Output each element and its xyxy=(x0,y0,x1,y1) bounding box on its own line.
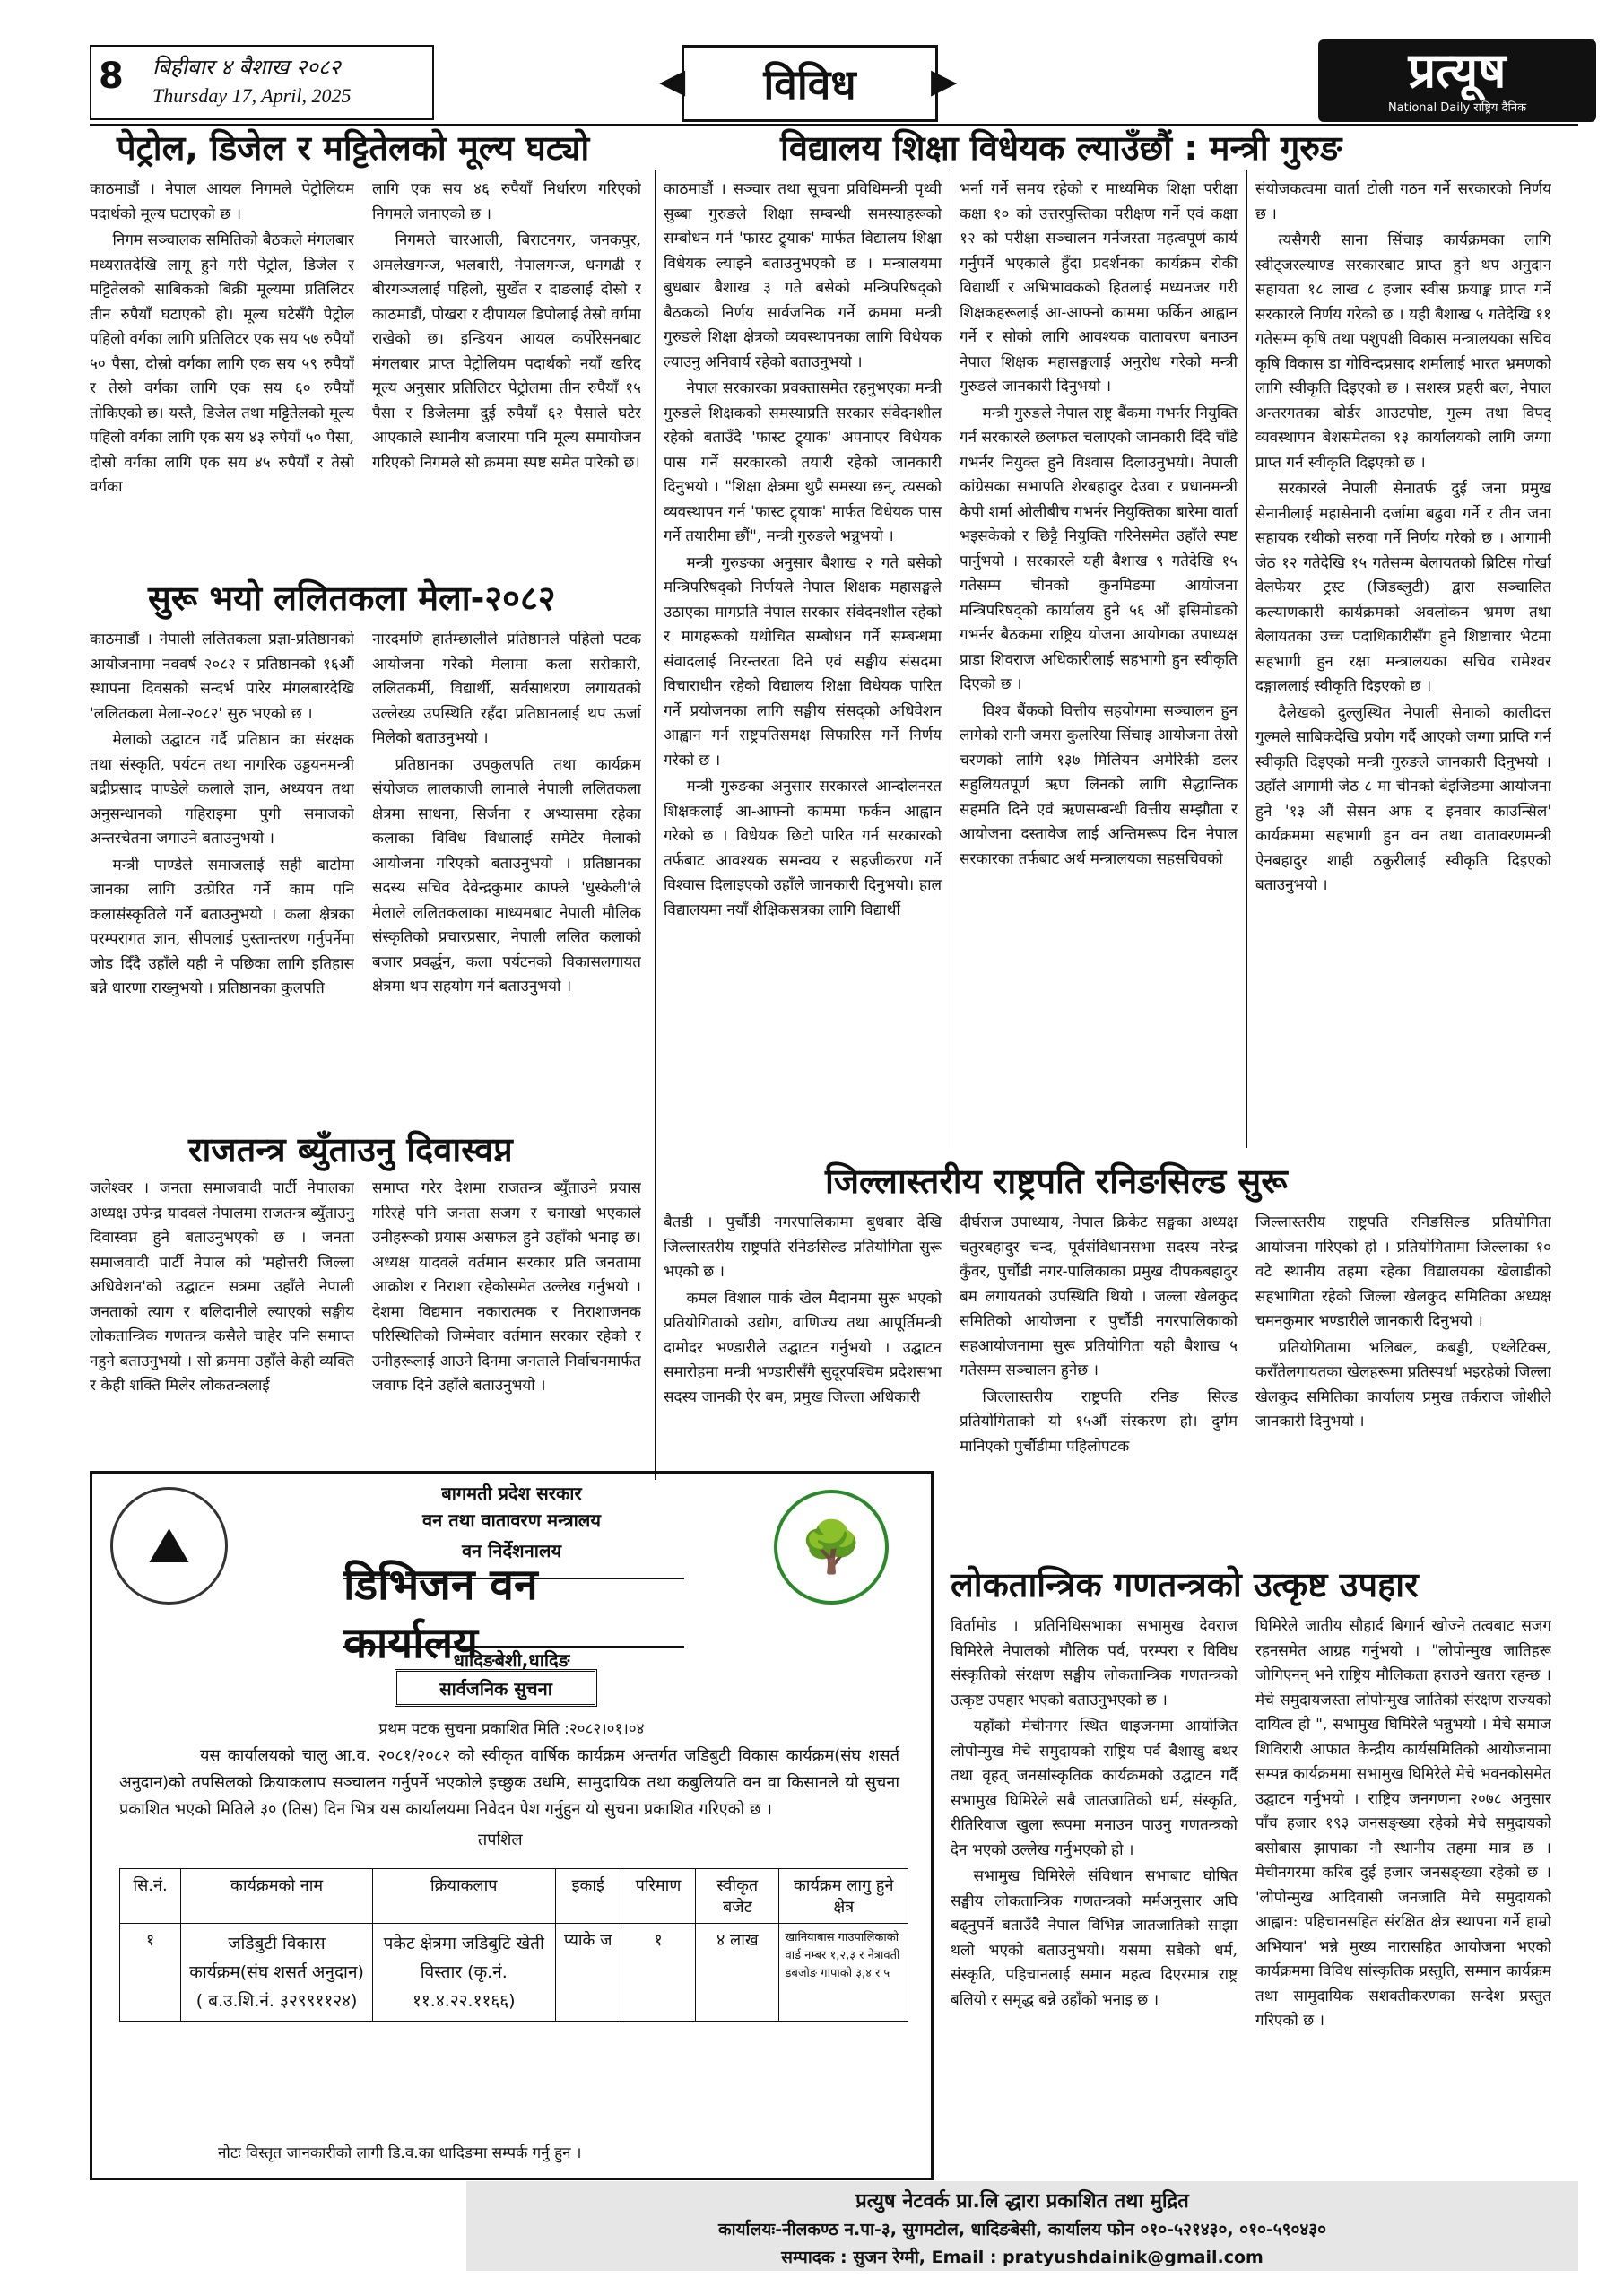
headline-cricket: जिल्लास्तरीय राष्ट्रपति रनिङसिल्ड सुरू xyxy=(825,1161,1288,1201)
monarchy-column-2 xyxy=(372,1177,641,1468)
paragraph: नारदमणि हार्तम्छालीले प्रतिष्ठानले पहिलो पटक आयोजना गरेको मेलामा कला सरोकारी, ललितकर्मी, विद्यार्थी, सर्वसाधरण लगायतको उल्लेख्य उपस्थिति रहँदा प्रतिष्ठानलाई थप ऊर्जा मिलेको बताउनुभयो । xyxy=(372,631,641,747)
notice-province: बागमती प्रदेश सरकार xyxy=(441,1483,582,1504)
cricket-column-3 xyxy=(1255,1211,1551,1552)
paragraph: सभामुख घिमिरेले संविधान सभाबाट घोषित सङ्घीय लोकतान्त्रिक गणतन्त्रको मर्मअनुसार अघि बढ्नुपर्ने बताउँदै नेपाल विभिन्न जातजातिको साझा थलो भएको बताउनुभयो। यसमा सबैको धर्म, संस्कृति, पहिचानलाई समान महत्व दिएरमात्र राष्ट्र बलियो र समृद्ध बन्ने उहाँको भनाइ छ । xyxy=(951,1867,1238,2009)
paragraph: संयोजकत्वमा वार्ता टोली गठन गर्ने सरकारको निर्णय छ । xyxy=(1255,180,1551,223)
notice-first-published: प्रथम पटक सुचना प्रकाशित मिति :२०८२।०१।०४ xyxy=(378,1720,645,1738)
paragraph: त्यसैगरी साना सिंचाइ कार्यक्रमका लागि स्वीट्जरल्याण्ड सरकारबाट प्राप्त हुने थप अनुदान सहायता १८ लाख ८ हजार स्वीस फ्रयाङ्क प्राप्त गर्ने सरकारले निर्णय गरेको छ । यही बैशाख ५ गतेदेखि ११ गतेसम्म कृषि तथा पशुपक्षी विकास मन्त्रालयका सचिव कृषि विकास डा गोविन्दप्रसाद शर्मालाई भारत भ्रमणको लागि स्वीकृति दिइएको छ । सशस्त्र प्रहरी बल, नेपाल अन्तरगतका बोर्डर आउटपोष्ट, गुल्म तथा विपद् व्यवस्थापन बेशसमेतका १३ कार्यालयको लागि जग्गा प्राप्त गर्न स्वीकृति दिइएको छ । xyxy=(1255,231,1551,472)
table-header: सि.नं. xyxy=(120,1869,181,1924)
page-number: 8 xyxy=(99,56,124,97)
section-title: विविध xyxy=(682,45,938,122)
paragraph: विर्तामोड । प्रतिनिधिसभाका सभामुख देवराज घिमिरेले नेपालको मौलिक पर्व, परम्परा र विविध संस्कृतिको संरक्षण सङ्घीय लोकतान्त्रिक गणतन्त्रको उत्कृष्ट उपहार भएको बताउनुभएको छ । xyxy=(951,1617,1238,1709)
table-row xyxy=(120,1924,908,2022)
notice-ministry: वन तथा वातावरण मन्त्रालय xyxy=(422,1509,601,1531)
logo-text: प्रत्यूष xyxy=(1408,42,1507,99)
table-cell: जडिबुटी विकास कार्यक्रम(संघ शसर्त अनुदान) ( ब.उ.शि.नं. ३२९९११२४) xyxy=(181,1924,373,2022)
headline-petrol: पेट्रोल, डिजेल र मट्टितेलको मूल्य घट्यो xyxy=(117,128,590,168)
headline-monarchy: राजतन्त्र ब्युँताउनु दिवास्वप्न xyxy=(188,1130,513,1170)
school-column-2 xyxy=(960,178,1238,1146)
school-column-3 xyxy=(1255,178,1551,1146)
paragraph: प्रतियोगितामा भलिबल, कबड्डी, एथ्लेटिक्स, कराँतेलगायतका खेलहरूमा प्रतिस्पर्धा भइरहेको जिल्ला खेलकुद समितिका कार्यालय प्रमुख तर्कराज जोशीले जानकारी दिनुभयो । xyxy=(1255,1338,1551,1431)
paragraph: दैलेखको दुल्लुस्थित नेपाली सेनाको कालीदत्त गुल्मले साबिकदेखि प्रयोग गर्दै आएको जग्गा प्राप्ति गर्न स्वीकृति दिइएको मन्त्री गुरुङले जानकारी दिनुभयो । उहाँले आगामी जेठ ८ मा चीनको बेइजिङमा आयोजना हुने '१३ औं सेसन अफ द इनवार काउन्सिल' कार्यक्रममा सहभागी हुन वन तथा वातावरणमन्त्री ऐनबहादुर शाही ठकुरीलाई स्वीकृति दिइएको बताउनुभयो । xyxy=(1255,703,1551,894)
monarchy-column-1 xyxy=(90,1177,354,1468)
headline-school-bill: विद्यालय शिक्षा विधेयक ल्याउँछौं : मन्त्री गुरुङ xyxy=(780,128,1342,168)
nepal-emblem-icon: ⛰ xyxy=(110,1487,228,1605)
paragraph: बैतडी । पुर्चौडी नगरपालिकामा बुधबार देखि जिल्लास्तरीय राष्ट्रपति रनिङसिल्ड प्रतियोगिता सुरू भएको छ । xyxy=(664,1213,942,1281)
date-english: Thursday 17, April, 2025 xyxy=(152,84,352,107)
arrow-left-icon: ◀ xyxy=(659,61,686,100)
paragraph: सरकारले नेपाली सेनातर्फ दुई जना प्रमुख सेनानीलाई महासेनानी दर्जामा बढुवा गर्ने र तीन जना सहायक रथीको सरुवा गर्ने निर्णय गरेको छ । आगामी जेठ १२ गतेदेखि १५ गतेसम्म बेलायतको ब्रिटिस गोर्खा वेलफेयर ट्रस्ट (जिडब्लुटी) द्वारा सञ्चालित कल्याणकारी कार्यक्रमको अवलोकन भ्रमण तथा बेलायतका उच्च पदाधिकारीसँग हुने शिष्टाचार भेटमा सहभागी हुन रक्षा मन्त्रालयका सचिव रामेश्वर दङ्गाललाई स्वीकृति दिइएको छ । xyxy=(1255,480,1551,695)
paragraph: जलेश्वर । जनता समाजवादी पार्टी नेपालका अध्यक्ष उपेन्द्र यादवले नेपालमा राजतन्त्र ब्युँताउनु दिवास्वप्न हुने बताउनुभएको छ । जनता समाजवादी पार्टी नेपाल को 'महोत्तरी जिल्ला अधिवेशन'को उद्घाटन सत्रमा उहाँले नेपाली जनताको त्याग र बलिदानीले ल्याएको सङ्घीय लोकतान्त्रिक गणतन्त्र कसैले चाहेर पनि समाप्त नहुने बताउनुभयो । सो क्रममा उहाँले केही व्यक्ति र केही शक्ति मिलेर लोकतन्त्रलाई xyxy=(90,1179,354,1395)
table-cell: खानियाबास गाउपालिकाको वार्ड नम्बर १,२,३ र नेत्रावती डबजोङ गापाको ३,४ र ५ xyxy=(779,1924,908,2022)
paragraph: जिल्लास्तरीय राष्ट्रपति रनिङसिल्ड प्रतियोगिता आयोजना गरिएको हो । प्रतियोगितामा जिल्लाका १० वटै स्थानीय तहमा रहेका विद्यालयका खेलाडीको सहभागिता रहेको जिल्ला खेलकुद समितिका अध्यक्ष चमनकुमार भण्डारीले जानकारी दिनुभयो । xyxy=(1255,1213,1551,1330)
government-notice xyxy=(90,1471,934,2180)
republic-column-1 xyxy=(951,1614,1238,2170)
notice-body: यस कार्यालयको चालु आ.व. २०८१/२०८२ को स्वीकृत वार्षिक कार्यक्रम अन्तर्गत जडिबुटी विकास कार्यक्रम(संघ शसर्त अनुदान)को तपसिलको क्रियाकलाप सञ्चालन गर्नुपर्ने भएकोले इच्छुक उधमि, सामुदायिक तथा कबुलियति वन वा किसानले यो सुचना प्रकाशित भएको मितिले ३० (तिस) दिन भित्र यस कार्यालयमा निवेदन पेश गर्नुहुन यो सुचना प्रकाशित गरिएको छ । xyxy=(119,1746,899,1819)
table-header: इकाई xyxy=(555,1869,621,1924)
paragraph: मन्त्री पाण्डेले समाजलाई सही बाटोमा जानका लागि उत्प्रेरित गर्ने काम पनि कलासंस्कृतिले गर्ने बताउनुभयो । कला क्षेत्रका परम्परागत ज्ञान, सीपलाई पुस्तान्तरण गर्नुपर्नेमा जोड दिँदै उहाँले यही ने पछिका लागि इतिहास बन्ने धारणा राख्नुभयो । प्रतिष्ठानका कुलपति xyxy=(90,856,354,997)
table-cell: १ xyxy=(120,1924,181,2022)
petrol-column-2 xyxy=(372,178,641,563)
table-header: कार्यक्रम लागु हुने क्षेत्र xyxy=(779,1869,908,1924)
paragraph: लागि एक सय ४६ रुपैयाँ निर्धारण गरिएको निगमले जनाएको छ । xyxy=(372,180,641,223)
table-header-row xyxy=(120,1869,908,1924)
table-header: क्रियाकलाप xyxy=(372,1869,555,1924)
paragraph: काठमाडौं । नेपाली ललितकला प्रज्ञा-प्रतिष्ठानको आयोजनामा नववर्ष २०८२ र प्रतिष्ठानको १६औं स्थापना दिवसको सन्दर्भ पारेर मंगलबारदेखि 'ललितकला मेला-२०८२' सुरु भएको छ । xyxy=(90,631,354,723)
cricket-column-2 xyxy=(960,1211,1238,1552)
art-column-1 xyxy=(90,628,354,1117)
paragraph: निगम सञ्चालक समितिको बैठकले मंगलबार मध्यरातदेखि लागू हुने गरी पेट्रोल, डिजेल र मट्टितेलको साबिकको बिक्री मूल्यमा प्रतिलिटर तीन रुपैयाँ घटाएको हो। मूल्य घटेसँगै पेट्रोल पहिलो वर्गका लागि प्रतिलिटर एक सय ५७ रुपैयाँ ५० पैसा, दोस्रो वर्गका लागि एक सय ५९ रुपैयाँ र तेस्रो वर्गका लागि एक सय ६० रुपैयाँ तोकिएको छ। यस्तै, डिजेल तथा मट्टितेलको मूल्य पहिलो वर्गका लागि एक सय ४३ रुपैयाँ ५० पैसा, दोस्रो वर्गका लागि एक सय ४५ रुपैयाँ र तेस्रो वर्गका xyxy=(90,231,354,496)
notice-tapsil: तपशिल xyxy=(478,1831,523,1849)
paragraph: विश्व बैंकको वित्तीय सहयोगमा सञ्चालन हुन लागेको रानी जमरा कुलरिया सिंचाइ आयोजना तेस्रो चरणको लागि १३७ मिलियन अमेरिकी डलर सहुलियतपूर्ण ऋण लिनको लागि सैद्धान्तिक सहमति दिने एवं ऋणसम्बन्धी वित्तीय सम्झौता र आयोजना दस्तावेज लाई अन्तिमरूप दिन नेपाल सरकारका तर्फबाट अर्थ मन्त्रालयका सहसचिवको xyxy=(960,701,1238,868)
paragraph: प्रतिष्ठानका उपकुलपति तथा कार्यक्रम संयोजक लालकाजी लामाले नेपाली ललितकला क्षेत्रमा साधना, सिर्जना र अभ्यासमा रहेका कलाका विविध विधालाई समेटेर मेलाको आयोजना गरिएको बताउनुभयो । प्रतिष्ठानका सदस्य सचिव देवेन्द्रकुमार काफ्ले 'धुस्केली'ले मेलाले ललितकलाका माध्यमबाट नेपाली मौलिक संस्कृतिको प्रचारप्रसार, नेपाली ललित कलाको बजार प्रवर्द्धन, कला पर्यटनको विकासलगायत क्षेत्रमा थप सहयोग गर्ने बताउनुभयो । xyxy=(372,755,641,996)
art-column-2 xyxy=(372,628,641,1117)
paragraph: मन्त्री गुरुङले नेपाल राष्ट्र बैंकमा गभर्नर नियुक्ति गर्न सरकारले छलफल चलाएको जानकारी दिँदै चाँडै गभर्नर नियुक्त हुने विश्वास दिलाउनुभयो। नेपाली कांग्रेसका सभापति शेरबहादुर देउवा र प्रधानमन्त्री केपी शर्मा ओलीबीच गभर्नर नियुक्तिका बारेमा वार्ता भइसकेको र छिट्टै नियुक्ति गरिनेसमेत उहाँले स्पष्ट पार्नुभयो । सरकारले यही बैशाख ९ गतेदेखि १५ गतेसम्म चीनको कुनमिङमा आयोजना मन्त्रिपरिषद्को कार्यालय हुने ५६ औं इसिमोडको गभर्नर बैठकमा राष्ट्रिय योजना आयोगका उपाध्यक्ष प्राडा शिवराज अधिकारीलाई सहभागी हुन स्वीकृति दिएको छ । xyxy=(960,404,1238,693)
newspaper-logo xyxy=(1318,39,1596,122)
paragraph: जिल्लास्तरीय राष्ट्रपति रनिङ सिल्ड प्रतियोगिताको यो १५औं संस्करण हो। दुर्गम मानिएको पुर्चौडीमा पहिलोपटक xyxy=(960,1387,1238,1456)
republic-column-2 xyxy=(1255,1614,1551,2170)
arrow-right-icon: ▶ xyxy=(931,61,958,100)
notice-directorate: वन निर्देशनालय xyxy=(461,1540,562,1561)
school-column-1 xyxy=(664,178,942,1146)
public-notice-label: सार्वजनिक सुचना xyxy=(395,1669,597,1707)
paragraph: दीर्घराज उपाध्याय, नेपाल क्रिकेट सङ्घका अध्यक्ष चतुरबहादुर चन्द, पूर्वसंविधानसभा सदस्य नरेन्द्र कुँवर, पुर्चौडी नगर-पालिकाका प्रमुख दीपकबहादुर बम लगायतको उपस्थिति थियो । जल्ला खेलकुद समितिको आयोजना र पुर्चौडी नगरपालिकाको सहआयोजनामा सुरू प्रतियोगिता यही बैशाख ५ गतेसम्म सञ्चालन हुनेछ । xyxy=(960,1213,1238,1379)
column-divider xyxy=(655,170,656,1480)
footer-editor-email: सम्पादक : सुजन रेग्मी, Email : pratyushdainik@gmail.com xyxy=(781,2248,1264,2267)
table-cell: पकेट क्षेत्रमा जडिबुटि खेती विस्तार (कृ.नं. ११.४.२२.११६६) xyxy=(372,1924,555,2022)
logo-subtitle: National Daily राष्ट्रिय दैनिक xyxy=(1387,101,1527,115)
table-header: स्वीकृत बजेट xyxy=(696,1869,779,1924)
paragraph: भर्ना गर्ने समय रहेको र माध्यमिक शिक्षा परीक्षा कक्षा १० को उत्तरपुस्तिका परीक्षण गर्ने एवं कक्षा १२ को परीक्षा सञ्चालन गर्नेजस्ता महत्वपूर्ण कार्य गर्नुपर्ने भएकाले हुँदा प्रदर्शनका कार्यक्रम रोकी विद्यार्थी र अभिभावकको हितलाई मध्यनजर गरी शिक्षकहरूलाई आ-आफ्नो काममा फर्किन आह्वान गर्ने र सोको लागि आवश्यक वातावरण बनाउन नेपाल शिक्षक महासङ्घलाई अनुरोध गरेको मन्त्री गुरुङले जानकारी दिनुभयो । xyxy=(960,180,1238,396)
date-nepali: बिहीबार ४ बैशाख २०८२ xyxy=(152,55,341,80)
petrol-column-1 xyxy=(90,178,354,563)
notice-footnote: नोटः विस्तृत जानकारीको लागी डि.व.का धादिङमा सम्पर्क गर्नु हुन । xyxy=(218,2144,582,2162)
paragraph: मेलाको उद्घाटन गर्दै प्रतिष्ठान का संरक्षक तथा संस्कृति, पर्यटन तथा नागरिक उड्डयनमन्त्री बद्रीप्रसाद पाण्डेले कलाले ज्ञान, अध्ययन तथा अनुसन्धानको गहिराइमा पुगी समाजको अन्तरचेतना जगाउने बताउनुभयो । xyxy=(90,731,354,848)
cricket-column-1 xyxy=(664,1211,942,1462)
headline-art-fair: सुरू भयो ललितकला मेला-२०८२ xyxy=(148,578,556,618)
paragraph: घिमिरेले जातीय सौहार्द बिगार्न खोज्ने तत्वबाट सजग रहनसमेत आग्रह गर्नुभयो । "लोपोन्मुख जातिहरू जोगिएनन् भने राष्ट्रिय मौलिकता हराउने खतरा रहन्छ । मेचे समुदायजस्ता लोपोन्मुख जातिको संरक्षण राज्यको दायित्व हो ", सभामुख घिमिरेले भन्नुभयो । मेचे समाज शिविरारी आफात केन्द्रीय कार्यसमितिको आयोजनामा सम्पन्न कार्यक्रममा सभामुख घिमिरेले मेचे भवनकोसमेत उद्घाटन गर्नुभयो । राष्ट्रिय जनगणना २०७८ अनुसार पाँच हजार १९३ जनसङ्ख्या रहेको मेचे समुदायको बसोबास झापाका नौ स्थानीय तहमा मात्र छ । मेचीनगरमा करिब दुई हजार जनसङ्ख्या रहेको छ । 'लोपोन्मुख आदिवासी जनजाति मेचे समुदायको आह्वान: पहिचानसहित संरक्षित क्षेत्र स्थापना गर्ने हाम्रो अभियान' भन्ने मुख्य नारासहित आयोजना भएको कार्यक्रममा विविध सांस्कृतिक प्रस्तुति, सम्मान कार्यक्रम तथा सामुदायिक सशक्तीकरणका सन्देश प्रस्तुत गरिएको छ । xyxy=(1255,1617,1551,2030)
table-header: परिमाण xyxy=(621,1869,695,1924)
table-cell: ४ लाख xyxy=(696,1924,779,2022)
notice-table xyxy=(119,1868,908,2022)
paragraph: कमल विशाल पार्क खेल मैदानमा सुरू भएको प्रतियोगिताको उद्योग, वाणिज्य तथा आपूर्तिमन्त्री दामोदर भण्डारीले उद्घाटन गर्नुभयो । उद्घाटन समारोहमा मन्त्री भण्डारीसँगै सुदूरपश्चिम प्रदेशसभा सदस्य जानकी ऐर बम, प्रमुख जिल्ला अधिकारी xyxy=(664,1289,942,1406)
paragraph: समाप्त गरेर देशमा राजतन्त्र ब्युँताउने प्रयास गरिरहे पनि जनता सजग र चनाखो भएकाले उनीहरूको प्रयास असफल हुने उहाँको भनाइ छ। अध्यक्ष यादवले वर्तमान सरकार प्रति जनतामा आक्रोश र निराशा रहेकोसमेत उल्लेख गर्नुभयो । देशमा विद्यमान नकारात्मक र निराशाजनक परिस्थितिको जिम्मेवार वर्तमान सरकार रहेको र उनीहरूलाई आउने दिनमा जनताले निर्वाचनमार्फत जवाफ दिने उहाँले बताउनुभयो । xyxy=(372,1179,641,1395)
headline-republic: लोकतान्त्रिक गणतन्त्रको उत्कृष्ट उपहार xyxy=(951,1565,1419,1605)
table-header: कार्यक्रमको नाम xyxy=(181,1869,373,1924)
table-cell: १ xyxy=(621,1924,695,2022)
paragraph: काठमाडौं । सञ्चार तथा सूचना प्रविधिमन्त्री पृथ्वी सुब्बा गुरुङले शिक्षा सम्बन्धी समस्याहरूको सम्बोधन गर्न 'फास्ट ट्र्याक' मार्फत विद्यालय शिक्षा विधेयक ल्याइने बताउनुभएको छ । मन्त्रालयमा बुधबार बैशाख ३ गते बसेको मन्त्रिपरिषद्को बैठकको निर्णय सार्वजनिक गर्ने क्रममा मन्त्री गुरुङले शिक्षा क्षेत्रको व्यवस्थापनका लागि विधेयक ल्याउनु अनिवार्य रहेको बताउनुभयो । xyxy=(664,180,942,371)
notice-office-title: डिभिजन वन कार्यालय xyxy=(343,1578,684,1648)
paragraph: निगमले चारआली, बिराटनगर, जनकपुर, अमलेखगन्ज, भलबारी, नेपालगन्ज, धनगढी र बीरगञ्जलाई पहिलो, सुर्खेत र दाङलाई दोस्रो र काठमाडौं, पोखरा र दीपायल डिपोलाई तेस्रो वर्गमा राखेको छ। इन्डियन आयल कर्पोरेसनबाट मंगलबार प्राप्त पेट्रोलियम पदार्थको नयाँ खरिद मूल्य अनुसार प्रतिलिटर पेट्रोलमा तीन रुपैयाँ १५ पैसा र डिजेलमा दुई रुपैयाँ ६२ पैसाले घटेर आएकाले स्थानीय बजारमा पनि मूल्य समायोजन गरिएको निगमले सो क्रममा स्पष्ट समेत पारेको छ। xyxy=(372,231,641,472)
forest-logo-icon: 🌳 xyxy=(774,1490,889,1605)
paragraph: यहाँको मेचीनगर स्थित धाइजनमा आयोजित लोपोन्मुख मेचे समुदायको राष्ट्रिय पर्व बैशाखु बथर तथा वृहत् जनसांस्कृतिक कार्यक्रमको उद्घाटन गर्दै सभामुख घिमिरेले सबै जातजातिको धर्म, संस्कृति, रीतिरिवाज खुला रूपमा मनाउन पाउनु गणतन्त्रको देन भएको उल्लेख गर्नुभएको हो । xyxy=(951,1718,1238,1859)
paragraph: मन्त्री गुरुङका अनुसार बैशाख २ गते बसेको मन्त्रिपरिषद्को निर्णयले नेपाल शिक्षक महासङ्घले उठाएका मागप्रति नेपाल सरकार संवेदनशील रहेको र मागहरूको यथोचित सम्बोधन गर्ने सम्बन्धमा संवादलाई निरन्तरता दिने एवं सङ्घीय संसदमा विचाराधीन रहेको विद्यालय शिक्षा विधेयक पारित गर्ने प्रयोजनका लागि सङ्घीय संसद्को अधिवेशन आह्वान गर्न राष्ट्रपतिसमक्ष सिफारिस गर्ने निर्णय गरेको छ । xyxy=(664,553,942,770)
column-divider xyxy=(1246,170,1247,1148)
footer-address: कार्यालयः-नीलकण्ठ न.पा-३, सुगमटोल, धादिङबेसी, कार्यालय फोन ०१०-५२१४३०, ०१०-५९०४३० xyxy=(718,2220,1326,2239)
notice-location: धादिङबेशी,धादिङ xyxy=(453,1649,570,1671)
paragraph: मन्त्री गुरुङका अनुसार सरकारले आन्दोलनरत शिक्षकलाई आ-आफ्नो काममा फर्कन आह्वान गरेको छ । विधेयक छिटो पारित गर्न सरकारको तर्फबाट आवश्यक समन्वय र सहजीकरण गर्ने विश्वास दिलाइएको उहाँले जानकारी दिनुभयो। हाल विद्यालयमा नयाँ शैक्षिकसत्रका लागि विद्यार्थी xyxy=(664,778,942,919)
footer-publisher: प्रत्युष नेटवर्क प्रा.लि द्धारा प्रकाशित तथा मुद्रित xyxy=(855,2190,1189,2213)
paragraph: काठमाडौं । नेपाल आयल निगमले पेट्रोलियम पदार्थको मूल्य घटाएको छ । xyxy=(90,180,354,223)
table-cell: प्याके ज xyxy=(555,1924,621,2022)
paragraph: नेपाल सरकारका प्रवक्तासमेत रहनुभएका मन्त्री गुरुङले शिक्षकको समस्याप्रति सरकार संवेदनशील रहेको बताउँदै 'फास्ट ट्र्याक' अपनाएर विधेयक पास गर्ने सरकारको तयारी रहेको जानकारी दिनुभयो । "शिक्षा क्षेत्रमा थुप्रै समस्या छन्, त्यसको व्यवस्थापन गर्न 'फास्ट ट्र्याक' मार्फत विधेयक पास गर्ने तयारीमा छौं", मन्त्री गुरुङले भन्नुभयो । xyxy=(664,379,942,545)
